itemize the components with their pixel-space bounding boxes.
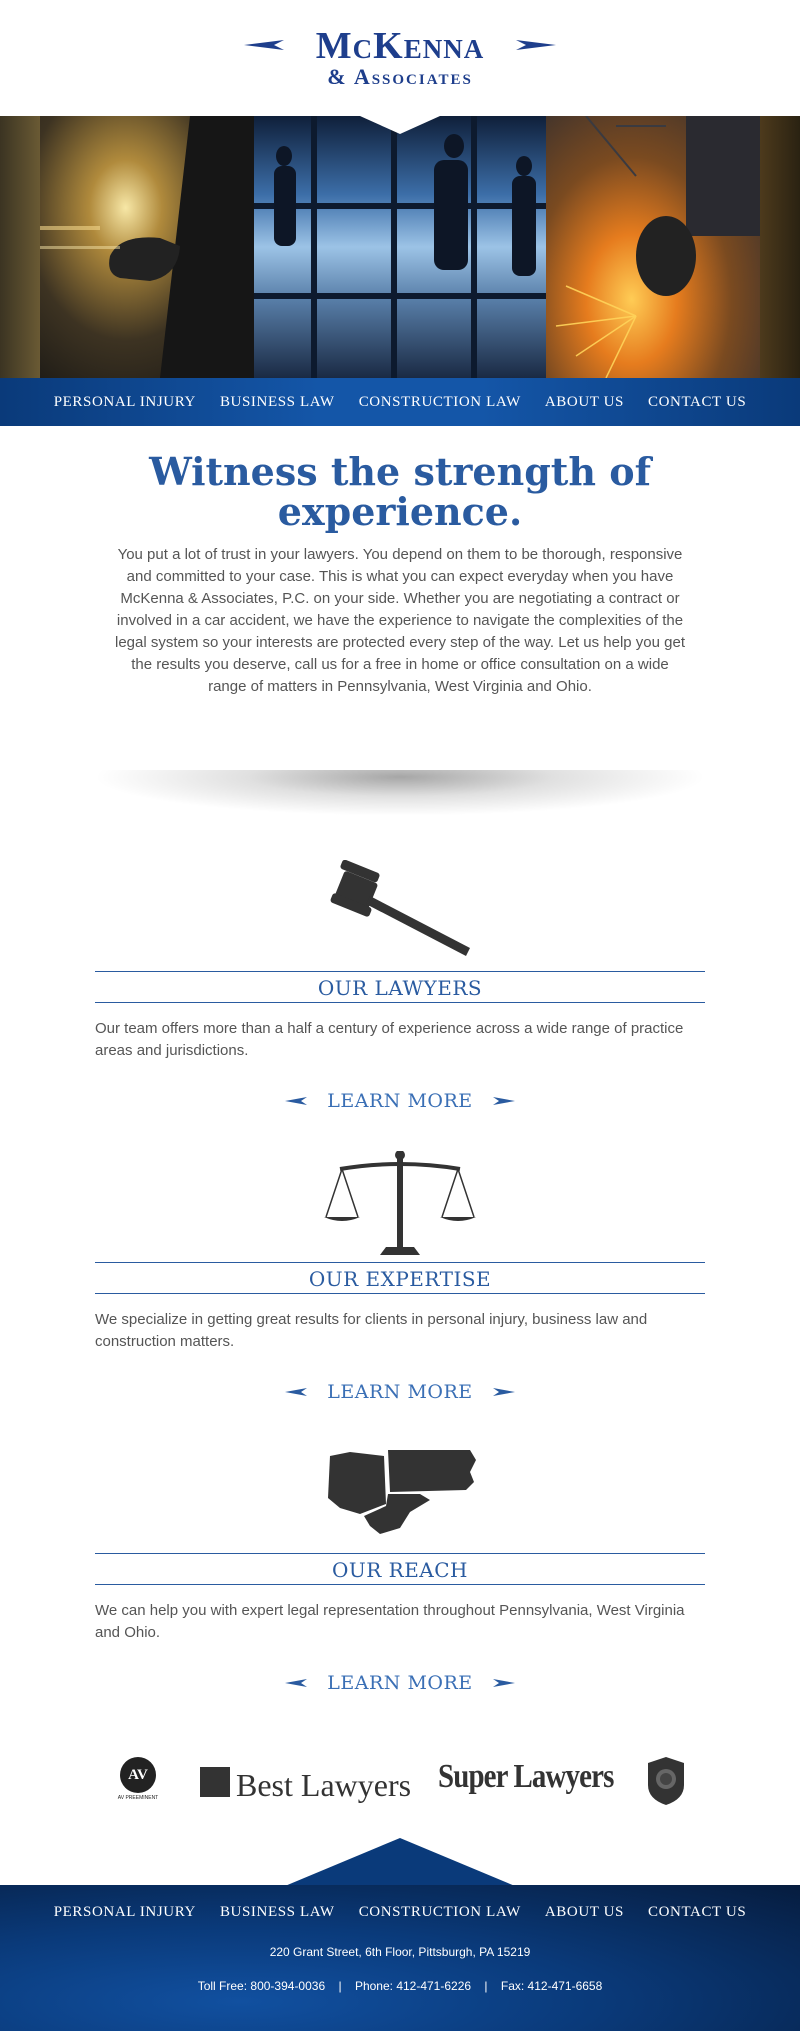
hero-edge-left xyxy=(0,116,40,378)
section-rule-bottom xyxy=(95,1002,705,1003)
nav-construction-law[interactable]: CONSTRUCTION LAW xyxy=(358,393,521,410)
welder-sparks-icon xyxy=(546,116,760,378)
learn-more-label: LEARN MORE xyxy=(327,1672,473,1694)
hero-image-construction xyxy=(546,116,760,378)
best-lawyers-logo[interactable] xyxy=(200,1759,410,1809)
nav-business-law[interactable]: BUSINESS LAW xyxy=(219,393,335,410)
arrow-left-icon xyxy=(285,1097,307,1105)
states-map-icon xyxy=(320,1442,480,1552)
hero-image-office xyxy=(254,116,546,378)
footer-nav-contact-us[interactable]: CONTACT US xyxy=(647,1903,747,1920)
intro-body: You put a lot of trust in your lawyers. You depend on them to be thorough, responsive and committed to your case. This is what you can expect everyday when you have McKenna & Associates, P.C. on your side. Whether you are negotiating a contract or involved in a car accident, we have the experience to navigate the complexities of the legal system so your interests are protected every step of the way. Let us help you get the results you deserve, call us for a free in home or office consultation on a wide range of matters in Pennsylvania, West Virginia and Ohio. xyxy=(114,546,686,695)
section-text: We specialize in getting great results for clients in personal injury, business law and construction matters. xyxy=(95,1311,648,1350)
section-title: OUR REACH xyxy=(331,1558,468,1582)
section-our-expertise xyxy=(95,1151,705,1403)
gavel-icon xyxy=(320,860,480,970)
av-preeminent-badge[interactable] xyxy=(112,1757,164,1817)
section-rule-bottom xyxy=(95,1293,705,1294)
section-title: OUR EXPERTISE xyxy=(308,1267,492,1291)
site-footer xyxy=(0,1885,800,2031)
arrow-right-icon xyxy=(493,1679,515,1687)
section-our-lawyers xyxy=(95,860,705,1112)
section-divider-shadow xyxy=(92,770,708,816)
business-people-icon xyxy=(254,116,546,378)
section-rule-top xyxy=(95,971,705,972)
nav-contact-us[interactable]: CONTACT US xyxy=(647,393,747,410)
main-nav-list xyxy=(0,378,800,426)
footer-nav xyxy=(0,1897,800,1927)
hero-edge-right xyxy=(760,116,800,378)
arrow-left-icon xyxy=(285,1388,307,1396)
hero-image-car xyxy=(40,116,254,378)
learn-more-reach-button[interactable] xyxy=(285,1668,515,1698)
section-text: Our team offers more than a half a century of experience across a wide range of practice areas and jurisdictions. xyxy=(95,1020,684,1059)
learn-more-label: LEARN MORE xyxy=(327,1090,473,1112)
hero-banner xyxy=(0,116,800,378)
super-lawyers-logo[interactable]: Super Lawyers xyxy=(438,1758,614,1795)
best-lawyers-mark-icon xyxy=(200,1767,230,1797)
site-logo[interactable] xyxy=(240,22,560,92)
footer-contacts xyxy=(0,1979,800,1993)
footer-nav-business-law[interactable]: BUSINESS LAW xyxy=(219,1903,335,1920)
footer-fax: Fax: 412-471-6658 xyxy=(500,1979,603,1993)
footer-separator: | xyxy=(484,1979,488,1993)
car-mirror-icon xyxy=(40,116,254,378)
best-lawyers-text: Best Lawyers xyxy=(236,1767,412,1803)
bar-association-seal-icon[interactable] xyxy=(646,1757,686,1805)
footer-nav-personal-injury[interactable]: PERSONAL INJURY xyxy=(53,1903,196,1920)
learn-more-label: LEARN MORE xyxy=(327,1381,473,1403)
section-rule-bottom xyxy=(95,1584,705,1585)
footer-nav-construction-law[interactable]: CONSTRUCTION LAW xyxy=(358,1903,521,1920)
logo-name: McKenna xyxy=(315,25,485,67)
hero-notch-icon xyxy=(360,116,440,134)
logo-right-ornament-icon xyxy=(516,40,556,50)
nav-personal-injury[interactable]: PERSONAL INJURY xyxy=(53,393,196,410)
av-badge-circle: AV xyxy=(120,1757,156,1793)
arrow-left-icon xyxy=(285,1679,307,1687)
learn-more-lawyers-button[interactable] xyxy=(285,1086,515,1116)
arrow-right-icon xyxy=(493,1388,515,1396)
footer-address: 220 Grant Street, 6th Floor, Pittsburgh, PA 15219 xyxy=(269,1945,531,1959)
footer-peak-icon xyxy=(0,1836,800,1886)
logo-subname: & Associates xyxy=(327,64,473,89)
scales-icon xyxy=(320,1151,480,1261)
intro-title: Witness the strength of experience. xyxy=(149,449,651,534)
footer-separator: | xyxy=(338,1979,342,1993)
footer-phone[interactable]: Phone: 412-471-6226 xyxy=(354,1979,472,1993)
nav-about-us[interactable]: ABOUT US xyxy=(544,393,624,410)
section-text: We can help you with expert legal representation throughout Pennsylvania, West Virginia and Ohio. xyxy=(95,1602,685,1641)
site-header xyxy=(0,0,800,116)
footer-toll-free[interactable]: Toll Free: 800-394-0036 xyxy=(197,1979,326,1993)
section-title: OUR LAWYERS xyxy=(317,976,483,1000)
section-our-reach xyxy=(95,1442,705,1694)
section-rule-top xyxy=(95,1553,705,1554)
av-badge-caption: AV PREEMINENT xyxy=(117,1795,159,1801)
footer-nav-about-us[interactable]: ABOUT US xyxy=(544,1903,624,1920)
recognition-logos xyxy=(0,1745,800,1835)
arrow-right-icon xyxy=(493,1097,515,1105)
learn-more-expertise-button[interactable] xyxy=(285,1377,515,1407)
main-nav xyxy=(0,378,800,426)
section-rule-top xyxy=(95,1262,705,1263)
